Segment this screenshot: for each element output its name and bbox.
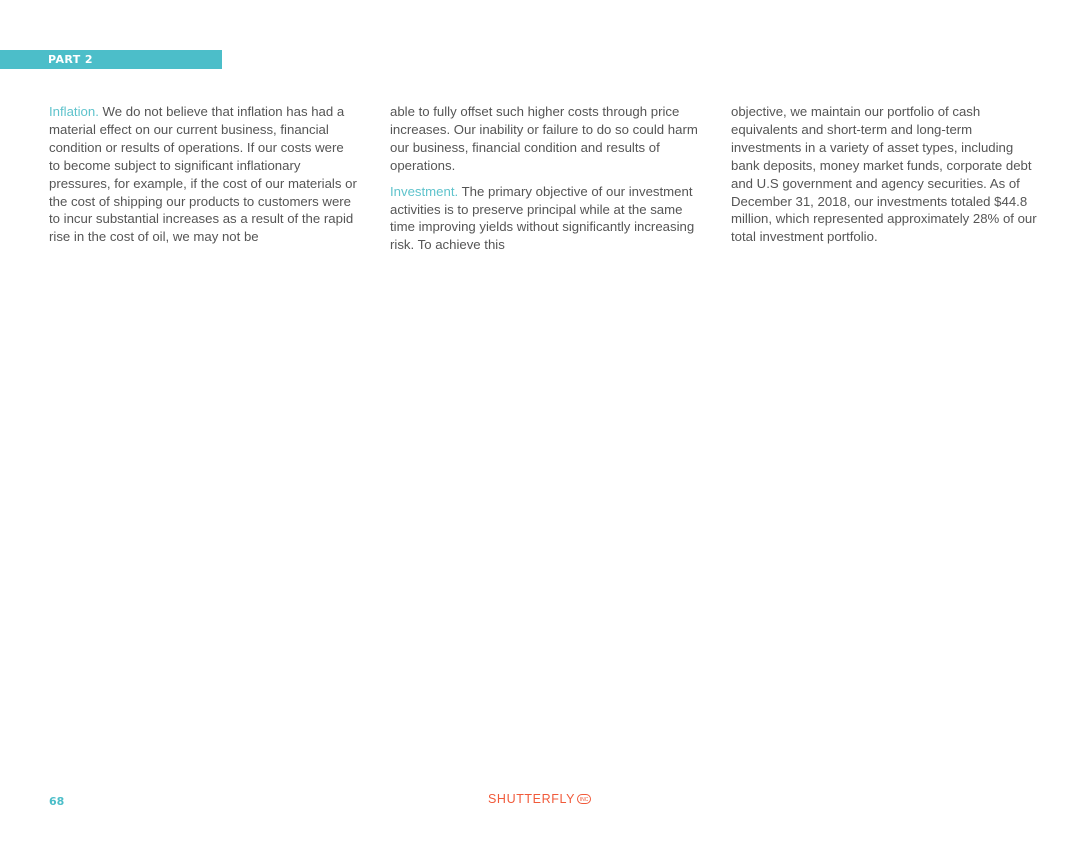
paragraph-lead-investment: Investment.: [390, 183, 459, 199]
page-number: 68: [49, 795, 65, 808]
paragraph-lead-inflation: Inflation.: [49, 104, 99, 119]
section-tag: [0, 50, 222, 69]
section-label: PART 2: [48, 53, 93, 66]
paragraph-continuation: [731, 103, 1041, 246]
brand-inc-badge: INC: [577, 794, 591, 804]
paragraph-body: objective, we maintain our portfolio of cash equivalents and short-term and long-term investments in a variety of asset types, including bank deposits, money market funds, corporate debt and U.S government and agency securities. As of December 31, 2018, our investments totaled $44.8 million, which represented approximately 28% of our total investment portfolio.: [731, 104, 1037, 245]
paragraph-body: able to fully offset such higher costs through price increases. Our inability or failure to do so could harm our business, financial condition and results of operations.: [390, 104, 698, 173]
paragraph-investment: [390, 183, 698, 255]
text-column-3: [731, 103, 1041, 254]
paragraph-body: The primary objective of our investment activities is to preserve principal while at the same time improving yields without significantly increasing risk. To achieve this: [390, 183, 695, 253]
brand-name: SHUTTERFLY: [488, 792, 576, 806]
paragraph-body: We do not believe that inflation has had a material effect on our current business, financial condition or results of operations. If our costs were to become subject to significant inflationary pressures, for example, if the cost of our materials or the cost of shipping our products to customers were to incur substantial increases as a result of the rapid rise in the cost of oil, we may not be: [49, 104, 357, 245]
text-column-2: [390, 103, 698, 262]
text-column-1: [49, 103, 357, 254]
paragraph-inflation: [49, 103, 357, 246]
paragraph-continuation: [390, 103, 698, 175]
brand-logo: [488, 792, 591, 806]
